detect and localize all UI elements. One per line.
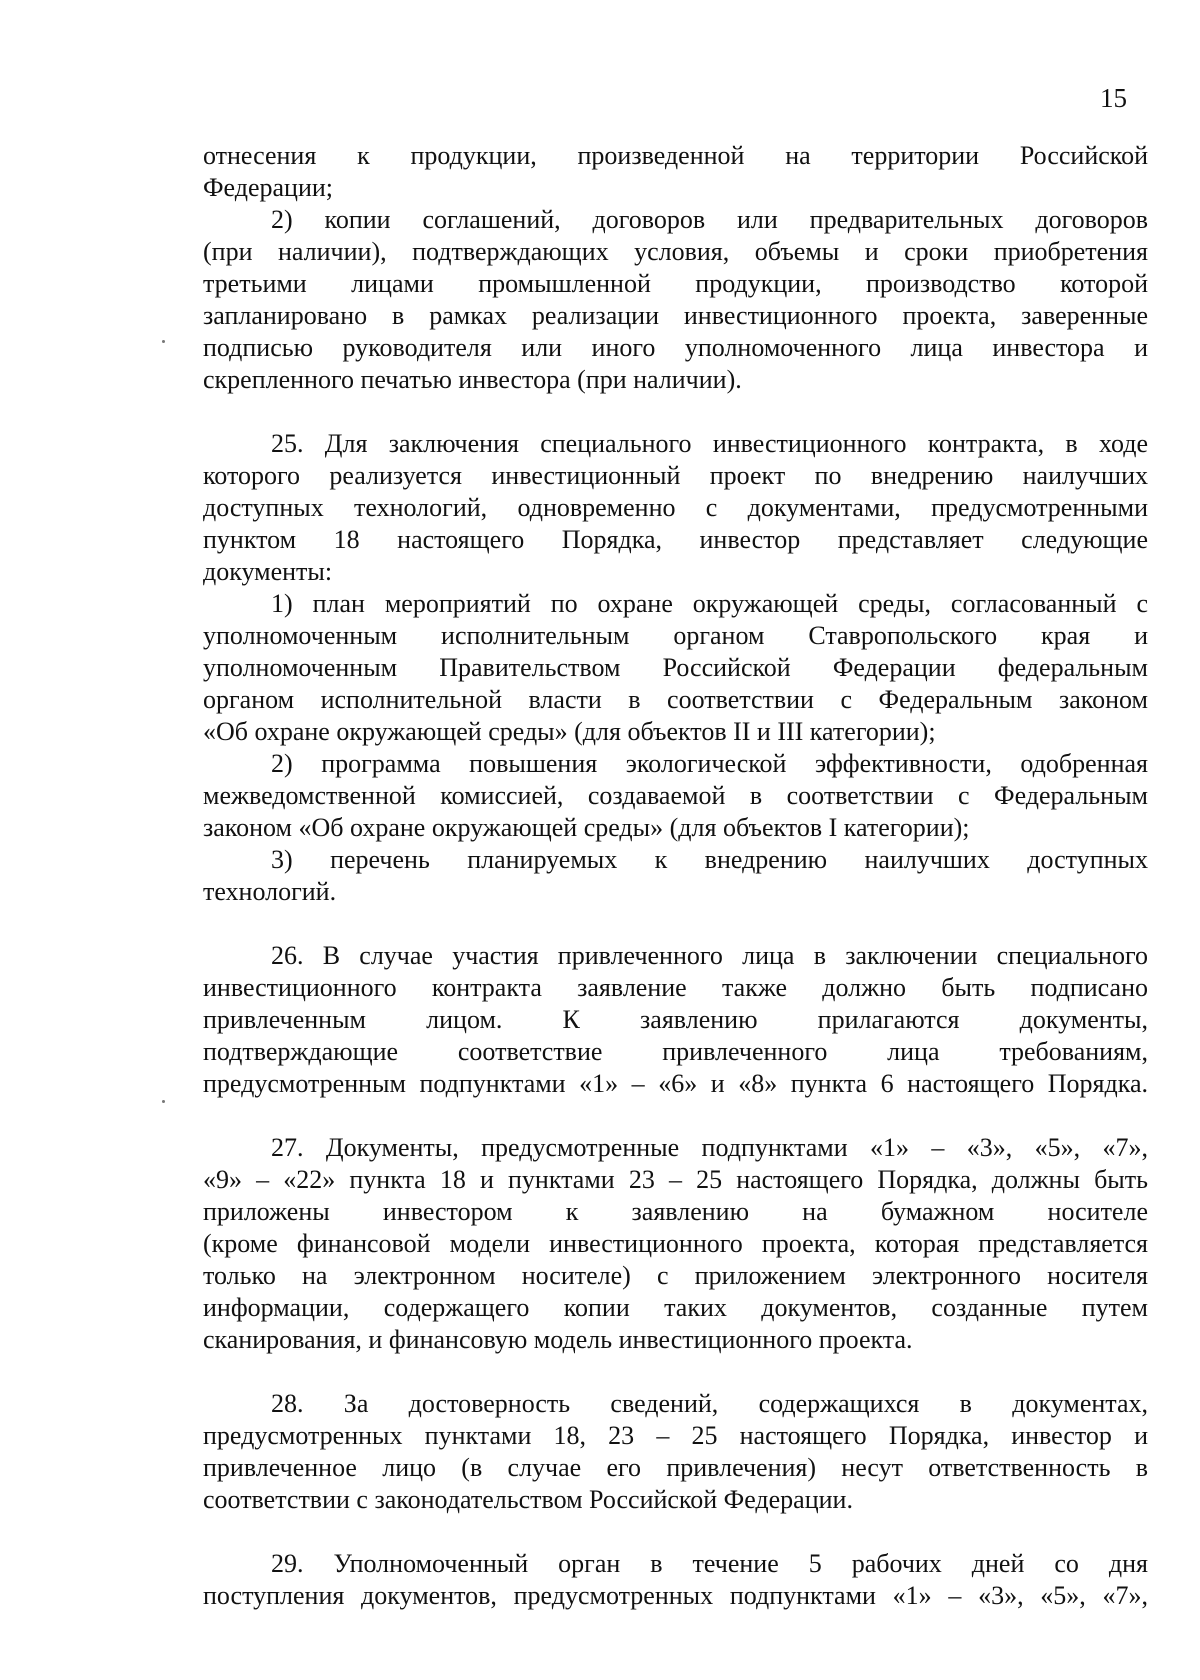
text-line: (при наличии), подтверждающих условия, объемы и сроки приобретения: [203, 237, 1148, 266]
text-line: пунктом 18 настоящего Порядка, инвестор представляет следующие: [203, 525, 1148, 554]
text-line: (кроме финансовой модели инвестиционного проекта, которая представляется: [203, 1229, 1148, 1258]
text-line: 26. В случае участия привлеченного лица в заключении специального: [271, 941, 1148, 970]
text-line: привлеченное лицо (в случае его привлечения) несут ответственность в: [203, 1453, 1148, 1482]
text-line: предусмотренным подпунктами «1» – «6» и «8» пункта 6 настоящего Порядка.: [203, 1069, 1148, 1098]
text-line: органом исполнительной власти в соответствии с Федеральным законом: [203, 685, 1148, 714]
text-line: «9» – «22» пункта 18 и пунктами 23 – 25 настоящего Порядка, должны быть: [203, 1165, 1148, 1194]
text-line: сканирования, и финансовую модель инвестиционного проекта.: [203, 1325, 913, 1354]
paragraph-gap: [203, 1516, 1148, 1548]
binding-hole-mark: [162, 1100, 165, 1103]
document-body: [203, 140, 1148, 1612]
text-line: уполномоченным Правительством Российской Федерации федеральным: [203, 653, 1148, 682]
text-line: третьими лицами промышленной продукции, производство которой: [203, 269, 1148, 298]
text-line: Федерации;: [203, 173, 334, 202]
text-line: 2) копии соглашений, договоров или предварительных договоров: [271, 205, 1148, 234]
text-line: 1) план мероприятий по охране окружающей среды, согласованный с: [271, 589, 1148, 618]
paragraph-gap: [203, 1100, 1148, 1132]
text-line: информации, содержащего копии таких документов, созданные путем: [203, 1293, 1148, 1322]
text-line: подписью руководителя или иного уполномоченного лица инвестора и: [203, 333, 1148, 362]
binding-hole-mark: [162, 340, 165, 343]
text-line: документы:: [203, 557, 333, 586]
text-line: инвестиционного контракта заявление также должно быть подписано: [203, 973, 1148, 1002]
text-line: доступных технологий, одновременно с документами, предусмотренными: [203, 493, 1148, 522]
paragraph-gap: [203, 908, 1148, 940]
text-line: отнесения к продукции, произведенной на территории Российской: [203, 141, 1148, 170]
text-line: 28. За достоверность сведений, содержащихся в документах,: [271, 1389, 1148, 1418]
text-line: 3) перечень планируемых к внедрению наилучших доступных: [271, 845, 1148, 874]
text-line: приложены инвестором к заявлению на бумажном носителе: [203, 1197, 1148, 1226]
page-number: 15: [1100, 83, 1127, 113]
paragraph-gap: [203, 1356, 1148, 1388]
text-line: 2) программа повышения экологической эффективности, одобренная: [271, 749, 1148, 778]
text-line: только на электронном носителе) с приложением электронного носителя: [203, 1261, 1148, 1290]
text-line: запланировано в рамках реализации инвестиционного проекта, заверенные: [203, 301, 1148, 330]
text-line: соответствии с законодательством Российской Федерации.: [203, 1485, 853, 1514]
text-line: межведомственной комиссией, создаваемой в соответствии с Федеральным: [203, 781, 1148, 810]
text-line: «Об охране окружающей среды» (для объектов II и III категории);: [203, 717, 936, 746]
text-line: подтверждающие соответствие привлеченного лица требованиям,: [203, 1037, 1148, 1066]
text-line: уполномоченным исполнительным органом Ставропольского края и: [203, 621, 1148, 650]
text-line: 27. Документы, предусмотренные подпунктами «1» – «3», «5», «7»,: [271, 1133, 1148, 1162]
text-line: которого реализуется инвестиционный проект по внедрению наилучших: [203, 461, 1148, 490]
text-line: 29. Уполномоченный орган в течение 5 рабочих дней со дня: [271, 1549, 1148, 1578]
text-line: поступления документов, предусмотренных подпунктами «1» – «3», «5», «7»,: [203, 1581, 1148, 1610]
text-line: предусмотренных пунктами 18, 23 – 25 настоящего Порядка, инвестор и: [203, 1421, 1148, 1450]
text-line: технологий.: [203, 877, 337, 906]
text-line: 25. Для заключения специального инвестиционного контракта, в ходе: [271, 429, 1148, 458]
text-line: привлеченным лицом. К заявлению прилагаются документы,: [203, 1005, 1148, 1034]
paragraph-gap: [203, 396, 1148, 428]
text-line: законом «Об охране окружающей среды» (для объектов I категории);: [203, 813, 970, 842]
text-line: скрепленного печатью инвестора (при наличии).: [203, 365, 742, 394]
